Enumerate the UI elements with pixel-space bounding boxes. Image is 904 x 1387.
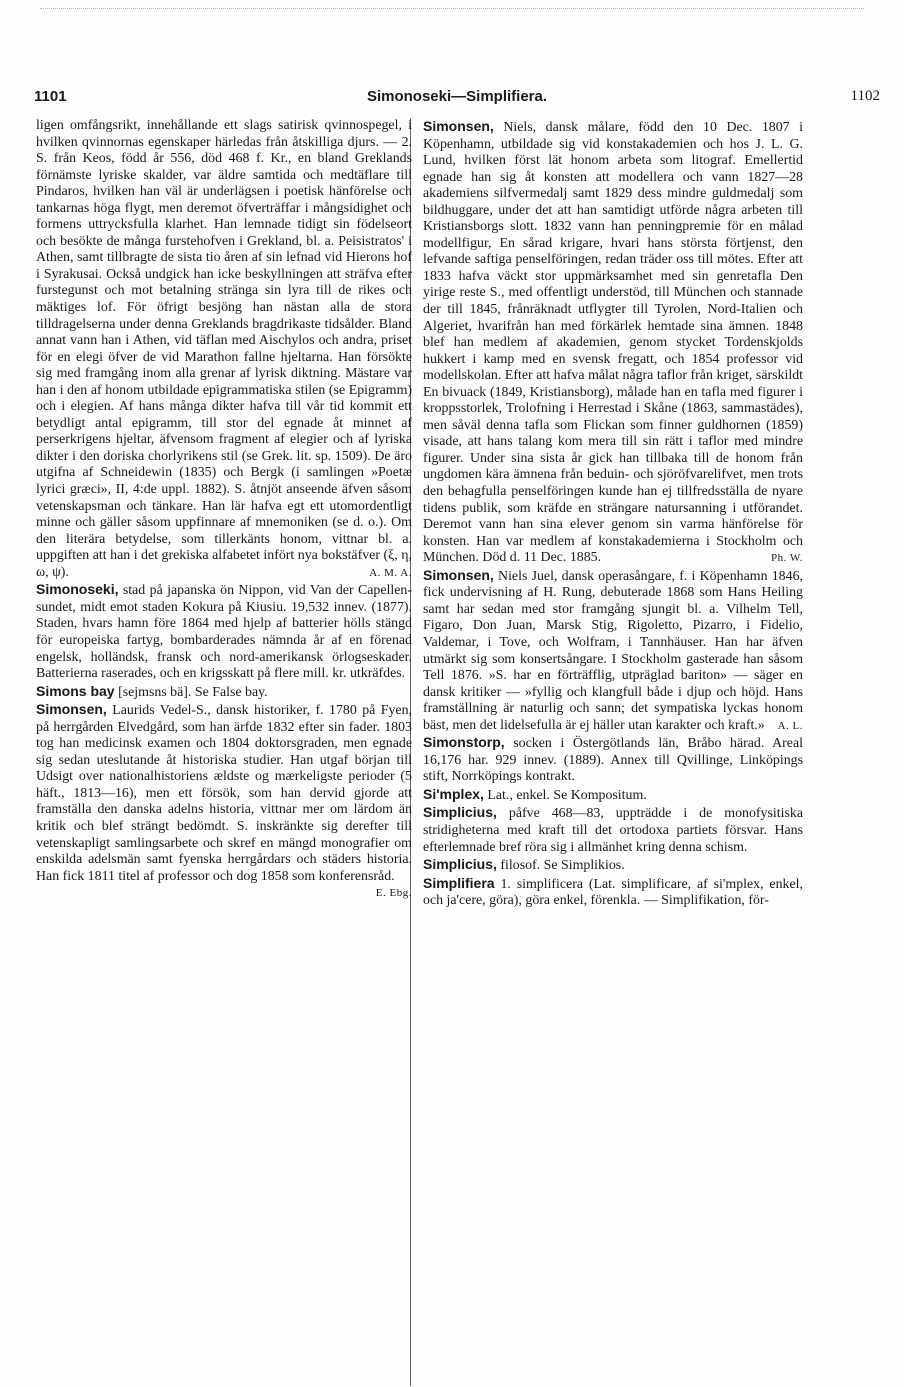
entry-text: Niels Juel, dansk operasångare, f. i Köpenhamn 1846, fick undervisning af H. Rung, debuterade 1868 som Hans Heiling samt har sedan med stor framgång sjungit bl. a. Vilhelm Tell, Figaro, Don Juan, Marsk Stig, Rigoletto, Pizarro, i Fidelio, Valdemar, i Tove, och Wolfram, i Tannhäuser. Han har äfven utmärkt sig som konsertsångare. I Stockholm gasterade han såsom Tell 1876. »S. har en förträfflig, utpräglad bariton» — säger en dansk kritiker — »fyllig och klangfull både i djup och höjd. Hans framställning är naturlig och sann; det sympatiska lyckas honom bäst, men det lidelsefulla är ej häller utan karakter och kraft.» [423,568,803,733]
top-edge-dots [40,8,864,9]
entry-continuation [36,118,412,581]
entry-headword: Si'mplex, [423,785,484,802]
entry-simonoseki [36,581,412,682]
entry-simonsen-niels-juel [423,567,803,734]
entry-text: stad på japanska ön Nippon, vid Van der Capellen-sundet, midt emot staden Kokura på Kiusiu. 19,532 innev. (1877). Staden, hvars hamn före 1864 med hjelp af batterier hölls stängd för europeiska fartyg, bombarderades nämnda år af en förenad engelsk, holländsk, fransk och nord-amerikansk örlogseskader. Batterierna raserades, och en krigsskatt på flere mill. kr. utkräfdes. [36,583,412,682]
entry-headword: Simonsen, [36,701,107,718]
entry-simons-bay [36,683,412,702]
entry-signature: A. L. [777,719,803,732]
entry-text: 1. simplificera (Lat. simplificare, af si'mplex, enkel, och ja'cere, göra), göra enkel, förenkla. — Simplifikation, för- [423,876,803,909]
entry-headword: Simonsen, [423,566,494,583]
entry-simonsen-niels [423,118,803,567]
entry-signature: E. Ebg. [375,887,412,900]
left-column [36,118,412,902]
entry-text: ligen omfångsrikt, innehållande ett slags satirisk qvinnospegel, i hvilken qvinnornas egenskaper härledas från åtskilliga djurs. — 2. S. från Keos, född år 556, död 468 f. Kr., en bland Greklands förnämste lyriske skalder, var äldre samtida och medtäflare till Pindaros, hvilken han väl är underlägsen i poetisk hänförelse och tankarnas höga flygt, men deremot öfverträffar i mångsidighet och formens uttrycksfulla klarhet. Han lemnade tidigt sin födelseort och besökte de många furstehofven i Grekland, bl. a. Peisistratos' i Athen, samt tillbragte de sista tio åren af sin lefnad vid Hierons hof i Syrakusai. Också undgick han icke beskyllningen att sträfva efter furstegunst och mot betalning stränga sin lyra till de rikes och mäktiges lof. För öfrigt besjöng han nästan alla de stora tilldragelserna under denna Greklands bragdrikaste tidsålder. Bland annat vann han i Athen, vid täflan med Aischylos och andra, priset för en elegi öfver de vid Marathon fallne hjeltarna. Han försökte sig med framgång inom alla grenar af lyrisk diktning. Mästare var han i den af honom utbildade epigrammatiska stilen (se Epigramm) och i elegien. Af hans många dikter hafva till vår tid kommit ett betydligt antal epigramm, till stor del egnade åt minnet af perserkrigens hjeltar, äfvensom fragment af elegier och af lyriska dikter i den doriska chorlyrikens stil (se Grek. lit. sp. 1509). De äro utgifna af Schneidewin (1835) och Bergk (i samlingen »Poetæ lyrici græci», II, 4:de uppl. 1882). S. åtnjöt anseende äfven såsom vetenskapsman och tänkare. Han lär hafva egt ett utomordentligt minne och gäller såsom uppfinnare af mnemoniken (se d. o.). Om den literära betydelse, som tillerkänts honom, vittnar bl. a. uppgiften att han i det grekiska alfabetet infört nya bokstäfver (ξ, η, ω, ψ). [36,118,412,580]
entry-text: Niels, dansk målare, född den 10 Dec. 1807 i Köpenhamn, utbildade sig vid konstakademien och hos J. L. G. Lund, hvilken först lät honom arbeta som litograf. Emellertid egnade han sig åt konsten att modellera och vann 1827—28 akademiens silfvermedalj samt 1829 dess mindre guldmedalj som bildhuggare, under det att han samtidigt utförde några arbeten till Kristiansborgs slott. 1832 vann han penningpremie för en målad modellfigur, En sårad krigare, hvari hans största förtjenst, den lefvande saftiga penselföringen, redan träder oss till mötes. Efter att 1833 hafva väckt stor uppmärksamhet med sin genretafla Den yirige reste S., med offentligt understöd, till München och stannade der till 1845, frånräknadt utflygter till Tyrolen, Nord-Italien och Algeriet, hvarifrån han med förkärlek hemtade sina ämnen. 1848 blef han medlem af akademien, genom stycket Tordenskjolds hukkert i kamp med en svensk fregatt, och 1854 professor vid modellskolan. Efter att hafva målat några taflor från kriget, särskildt En bivuack (1849, Kristiansborg), målade han en tafla med figurer i kroppsstorlek, Trolofning i Herrestad i Skåne (1863, sammastädes), men såväl denna tafla som Flickan som finner guldhornen (1859) visade, att hans talang kom mera till sin rätt i taflor med mindre figurer. Under sina sista år gick han tillbaka till de honom från ungdomen kära ämnena från beduin- och sjöröfvarelifvet, men trots den behagfulla penselföringen kunde han ej tillfredsställa de nyare tidens publik, som kräfde en strängare natursanning i utförandet. Deremot vann han sina elever genom sin varma hänförelse för konsten. Han var medlem af konstakademierna i Stockholm och München. Död d. 11 Dec. 1885. [423,120,803,566]
entry-simplicius-pope [423,804,803,856]
entry-text: påfve 468—83, uppträdde i de monofysitiska stridigheterna med kraft till det ortodoxa partiets försvar. Hans efterlemnade bref röra sig i allmänhet kring denna schism. [423,806,803,855]
entry-simplex [423,786,803,805]
page-number-left: 1101 [34,88,67,105]
entry-simonstorp [423,734,803,786]
entry-simonsen-laurids [36,701,412,900]
entry-signature: A. M. A. [369,566,412,579]
entry-text: Lat., enkel. Se Kompositum. [487,787,647,803]
entry-simplicius-philosopher [423,856,803,875]
entry-headword: Simplifiera [423,874,495,891]
entry-headword: Simonsen, [423,118,494,134]
entry-signature: Ph. W. [770,552,803,565]
page-header [34,88,880,110]
entry-headword: Simplicius, [423,804,497,821]
entry-text: [sejmsns bä]. Se False bay. [118,684,268,700]
entry-simplifiera [423,875,803,910]
entry-text: socken i Östergötlands län, Bråbo härad. Areal 16,176 har. 929 innev. (1889). Annex till Qvillinge, Linköpings stift, Norrköpings kontrakt. [423,736,803,785]
running-title: Simonoseki—Simplifiera. [366,88,548,105]
entry-text: Laurids Vedel-S., dansk historiker, f. 1780 på Fyen, på herrgården Elvedgård, som han ärfde 1832 efter sin fader. 1803 tog han medicinsk examen och 1804 doktorsgraden, men egnade sig sedan uteslutande åt historiska studier. Han utgaf början till Udsigt over nationalhistoriens ældste og mærkeligste perioder (5 häft., 1813—16), men ett försök, som han dervid gjorde att framställa den danska adelns historia, vittnar mer om lärdom än kritik och blef strängt bedömdt. S. inskränkte sig derefter till vetenskapligt samlingsarbete och skref en mängd monografier om enskilda adelsmän samt fyenska herrgårdars och städers historia. Han fick 1811 titel af professor och dog 1858 som konferensråd. [36,703,412,884]
entry-text: filosof. Se Simplikios. [500,858,625,874]
right-column [423,118,803,910]
page-number-right: 1102 [850,88,880,104]
entry-headword: Simonstorp, [423,734,505,751]
entry-headword: Simons bay [36,682,115,699]
entry-headword: Simplicius, [423,856,497,873]
entry-headword: Simonoseki, [36,581,119,598]
